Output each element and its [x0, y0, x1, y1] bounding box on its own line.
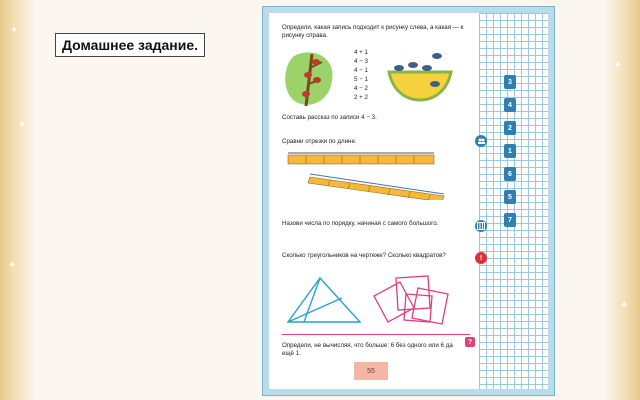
sparkle-icon: ✦	[10, 25, 19, 36]
tab-number[interactable]: 2	[504, 121, 516, 135]
flies-on-melon-picture	[385, 50, 455, 102]
task1-text: Определи, какая запись подходит к рисунку слева, а какая — к рисунку справа.	[282, 24, 464, 39]
decorative-left-border	[0, 0, 36, 400]
task5-text: Сколько треугольников на чертеже? Сколько квадратов?	[282, 252, 446, 259]
question-icon: ?	[465, 337, 475, 347]
number-tabs	[504, 75, 516, 236]
squares-drawing	[370, 268, 460, 332]
tab-number[interactable]: 5	[504, 190, 516, 204]
task3-text: Сравни отрезки по длине.	[282, 138, 357, 145]
tab-number[interactable]: 4	[504, 98, 516, 112]
separator-line	[282, 334, 470, 335]
sparkle-icon: ✦	[8, 260, 17, 271]
page-number: 55	[354, 362, 388, 380]
ladybugs-on-branch-picture	[284, 48, 344, 110]
expression-item: 5 − 1	[354, 76, 368, 83]
task4-text: Назови числа по порядку, начиная с самого большого.	[282, 220, 439, 227]
tab-number[interactable]: 1	[504, 144, 516, 158]
warning-icon: !	[475, 252, 487, 264]
people-icon	[475, 135, 487, 147]
expression-item: 2 + 2	[354, 94, 368, 101]
task2-text: Составь рассказ по записи 4 − 3.	[282, 114, 377, 121]
abacus-icon	[475, 220, 487, 232]
task6-text: Определи, не вычисляя, что больше: 6 без одного или 6 да ещё 1.	[282, 342, 453, 357]
sparkle-icon: ✦	[614, 60, 623, 71]
homework-title: Домашнее задание.	[55, 33, 205, 57]
tab-number[interactable]: 6	[504, 167, 516, 181]
expression-item: 4 − 2	[354, 85, 368, 92]
sparkle-icon: ✦	[18, 120, 27, 131]
segments-comparison-picture	[286, 150, 446, 200]
triangles-drawing	[284, 270, 364, 330]
expression-item: 4 + 1	[354, 49, 368, 56]
tab-number[interactable]: 7	[504, 213, 516, 227]
expression-item: 4 − 3	[354, 58, 368, 65]
tab-number[interactable]: 3	[504, 75, 516, 89]
expression-item: 4 − 1	[354, 67, 368, 74]
sparkle-icon: ✦	[620, 300, 629, 311]
